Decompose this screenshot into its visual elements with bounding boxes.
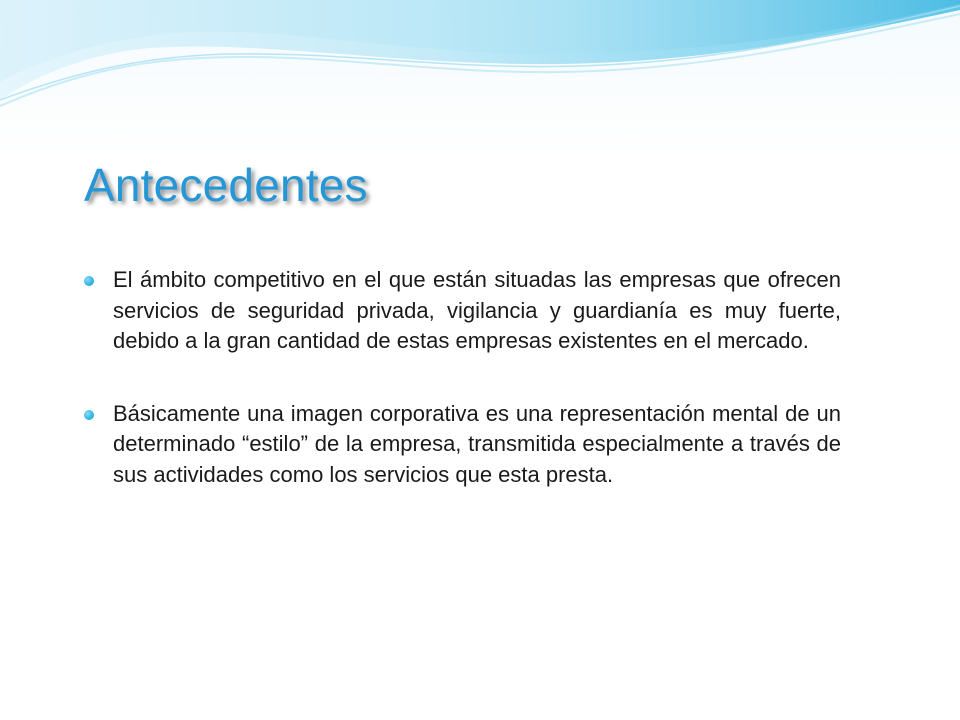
bullet-dot-icon <box>84 276 94 286</box>
bullet-text: El ámbito competitivo en el que están situadas las empresas que ofrecen servicios de seguridad privada, vigilancia y guardianía es muy fuerte, debido a la gran cantidad de estas empresas existentes en el mercado. <box>113 267 841 353</box>
bullet-item <box>84 399 841 491</box>
bullet-item <box>84 265 841 357</box>
header-wave-decoration <box>0 0 960 120</box>
slide-title: Antecedentes <box>84 159 368 211</box>
bullet-list <box>84 265 841 532</box>
bullet-text: Básicamente una imagen corporativa es una representación mental de un determinado “estilo” de la empresa, transmitida especialmente a través de sus actividades como los servicios que esta presta. <box>113 400 841 487</box>
bullet-dot-icon <box>84 410 94 420</box>
